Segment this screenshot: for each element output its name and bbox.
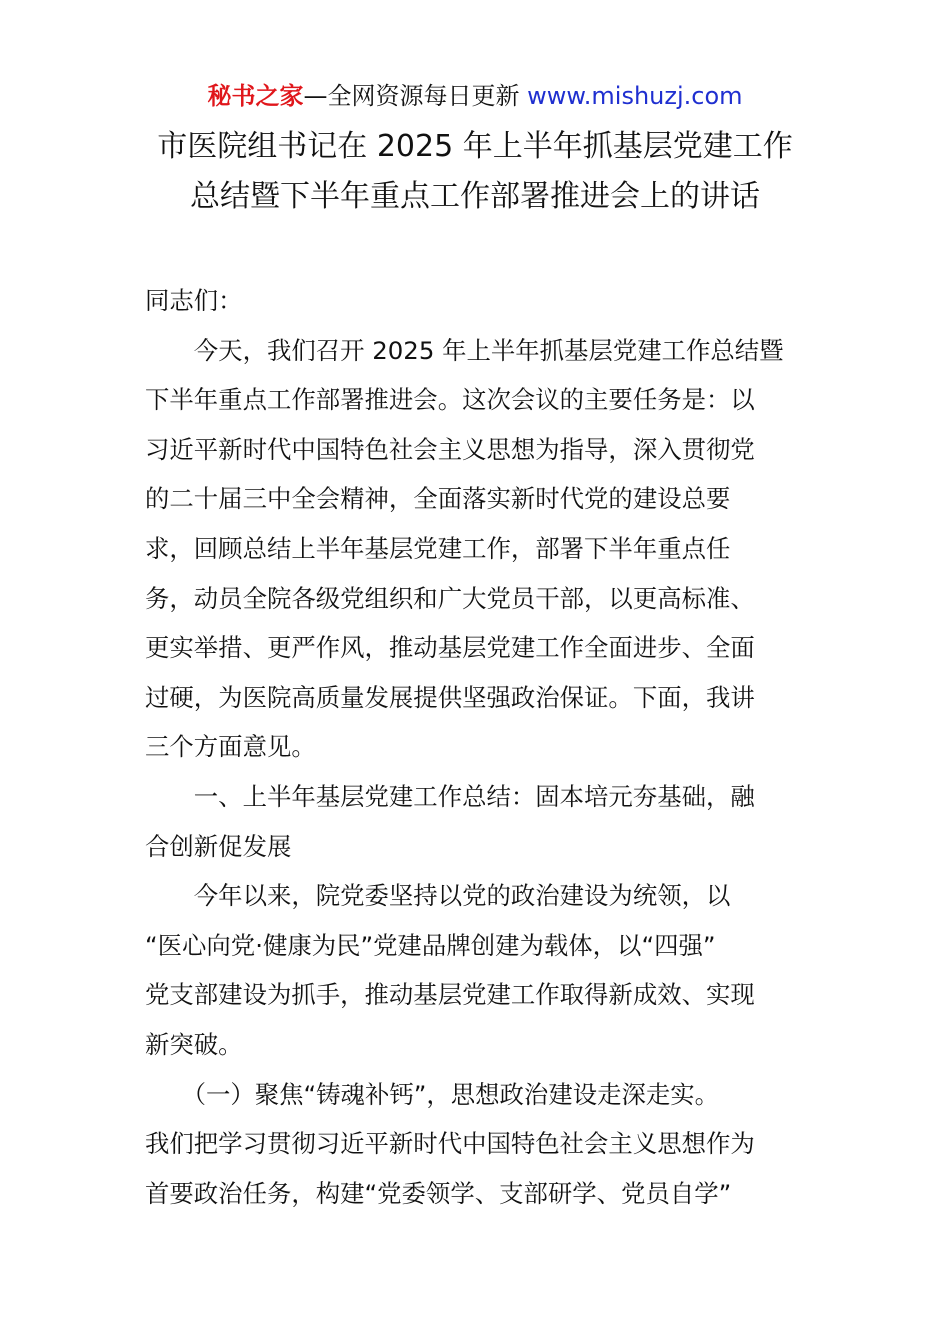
title-line-1: 市医院组书记在 2025 年上半年抓基层党建工作 [157, 129, 793, 164]
body-line: 一、上半年基层党建工作总结：固本培元夯基础，融 [145, 781, 755, 811]
body-line: 党支部建设为抓手，推动基层党建工作取得新成效、实现 [145, 980, 755, 1010]
body-line: 我们把学习贯彻习近平新时代中国特色社会主义思想作为 [145, 1129, 755, 1159]
body-line: 务，动员全院各级党组织和广大党员干部，以更高标准、 [145, 583, 755, 613]
body-line: 同志们： [145, 286, 243, 315]
body-line: （一）聚焦“铸魂补钙”，思想政治建设走深走实。 [145, 1079, 720, 1109]
body-line: 过硬，为医院高质量发展提供坚强政治保证。下面，我讲 [145, 682, 755, 712]
header-tagline: —全网资源每日更新 [303, 82, 528, 110]
brand-name: 秘书之家 [207, 82, 304, 110]
body-line: 更实举措、更严作风，推动基层党建工作全面进步、全面 [145, 633, 755, 663]
body-line: 首要政治任务，构建“党委领学、支部研学、党员自学” [145, 1178, 732, 1208]
site-header [0, 80, 950, 112]
document-body [145, 276, 805, 1218]
body-line: 下半年重点工作部署推进会。这次会议的主要任务是：以 [145, 385, 755, 415]
body-line: 新突破。 [145, 1029, 243, 1059]
title-line-2: 总结暨下半年重点工作部署推进会上的讲话 [190, 179, 760, 214]
body-line: 求，回顾总结上半年基层党建工作，部署下半年重点任 [145, 533, 731, 563]
document-title [0, 122, 950, 222]
body-line: 今天，我们召开 2025 年上半年抓基层党建工作总结暨 [145, 335, 784, 365]
site-url-link[interactable]: www.mishuzj.com [527, 82, 743, 110]
body-line: “医心向党·健康为民”党建品牌创建为载体，以“四强” [145, 930, 716, 960]
body-line: 习近平新时代中国特色社会主义思想为指导，深入贯彻党 [145, 434, 755, 464]
body-line: 合创新促发展 [145, 831, 292, 861]
body-line: 今年以来，院党委坚持以党的政治建设为统领，以 [145, 881, 731, 911]
body-line: 三个方面意见。 [145, 732, 316, 762]
body-line: 的二十届三中全会精神，全面落实新时代党的建设总要 [145, 484, 731, 514]
